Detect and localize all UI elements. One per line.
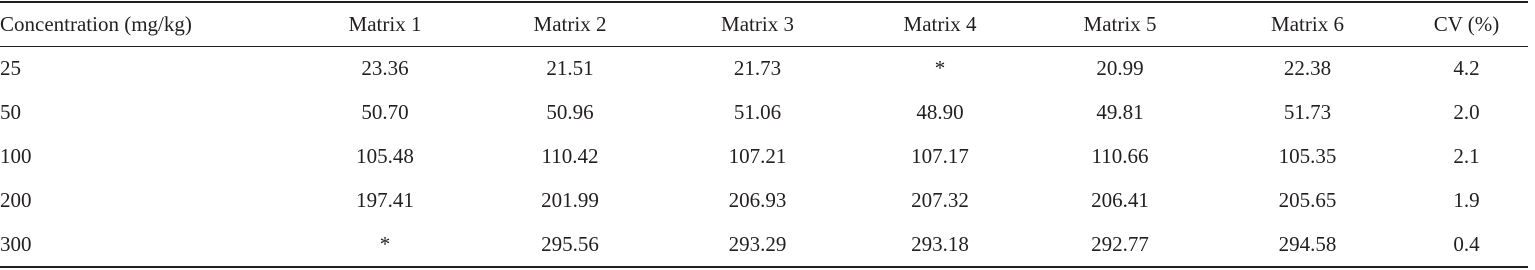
cell-matrix-4: 48.90	[916, 99, 964, 124]
table-row	[0, 222, 1528, 266]
header-matrix-4: Matrix 4	[903, 12, 977, 36]
cell-matrix-1: 50.70	[361, 99, 409, 124]
table-row	[0, 46, 1528, 90]
cell-matrix-3: 21.73	[733, 55, 782, 80]
cell-cv: 4.2	[1453, 55, 1480, 80]
header-concentration: Concentration (mg/kg)	[0, 12, 192, 36]
data-table	[0, 3, 1528, 266]
cell-matrix-3: 51.06	[733, 99, 782, 124]
bottom-rule	[0, 266, 1528, 268]
cell-matrix-6: 294.58	[1278, 231, 1337, 256]
cell-matrix-1: 23.36	[361, 55, 409, 80]
cell-cv: 2.0	[1453, 99, 1480, 124]
cell-matrix-2: 295.56	[541, 231, 599, 256]
cell-concentration: 25	[0, 55, 21, 80]
cell-matrix-5: 110.66	[1091, 143, 1149, 168]
cell-matrix-4: 107.17	[911, 143, 969, 168]
cell-cv: 2.1	[1453, 143, 1480, 168]
cell-matrix-4: 293.18	[911, 231, 969, 256]
cell-concentration: 100	[0, 143, 32, 168]
cell-matrix-1: 105.48	[356, 143, 414, 168]
header-matrix-6: Matrix 6	[1271, 12, 1344, 36]
cell-matrix-1: *	[379, 231, 391, 256]
cell-matrix-6: 205.65	[1278, 187, 1337, 212]
cell-cv: 1.9	[1453, 187, 1480, 212]
cell-matrix-5: 206.41	[1091, 187, 1149, 212]
table-row	[0, 134, 1528, 178]
cell-matrix-5: 20.99	[1096, 55, 1144, 80]
header-matrix-5: Matrix 5	[1083, 12, 1157, 36]
cell-matrix-2: 110.42	[541, 143, 599, 168]
cell-matrix-3: 107.21	[728, 143, 787, 168]
table-row	[0, 90, 1528, 134]
table-row	[0, 178, 1528, 222]
header-matrix-3: Matrix 3	[721, 12, 794, 36]
cell-matrix-2: 50.96	[546, 99, 594, 124]
cell-concentration: 200	[0, 187, 32, 212]
cell-matrix-4: 207.32	[911, 187, 969, 212]
header-row	[0, 3, 1528, 46]
table-header	[0, 3, 1528, 46]
cell-matrix-2: 201.99	[541, 187, 599, 212]
cell-matrix-2: 21.51	[546, 55, 594, 80]
cell-matrix-5: 49.81	[1096, 99, 1144, 124]
cell-matrix-6: 51.73	[1283, 99, 1332, 124]
cell-concentration: 300	[0, 231, 32, 256]
cell-cv: 0.4	[1453, 231, 1480, 256]
header-cv: CV (%)	[1433, 12, 1500, 36]
cell-matrix-1: 197.41	[356, 187, 414, 212]
cell-matrix-6: 105.35	[1278, 143, 1337, 168]
table-body	[0, 46, 1528, 266]
cell-matrix-3: 293.29	[728, 231, 787, 256]
header-matrix-1: Matrix 1	[348, 12, 422, 36]
cell-matrix-6: 22.38	[1283, 55, 1332, 80]
cell-matrix-4: *	[934, 55, 946, 80]
cell-matrix-5: 292.77	[1091, 231, 1149, 256]
header-matrix-2: Matrix 2	[533, 12, 607, 36]
cell-concentration: 50	[0, 99, 21, 124]
cell-matrix-3: 206.93	[728, 187, 787, 212]
